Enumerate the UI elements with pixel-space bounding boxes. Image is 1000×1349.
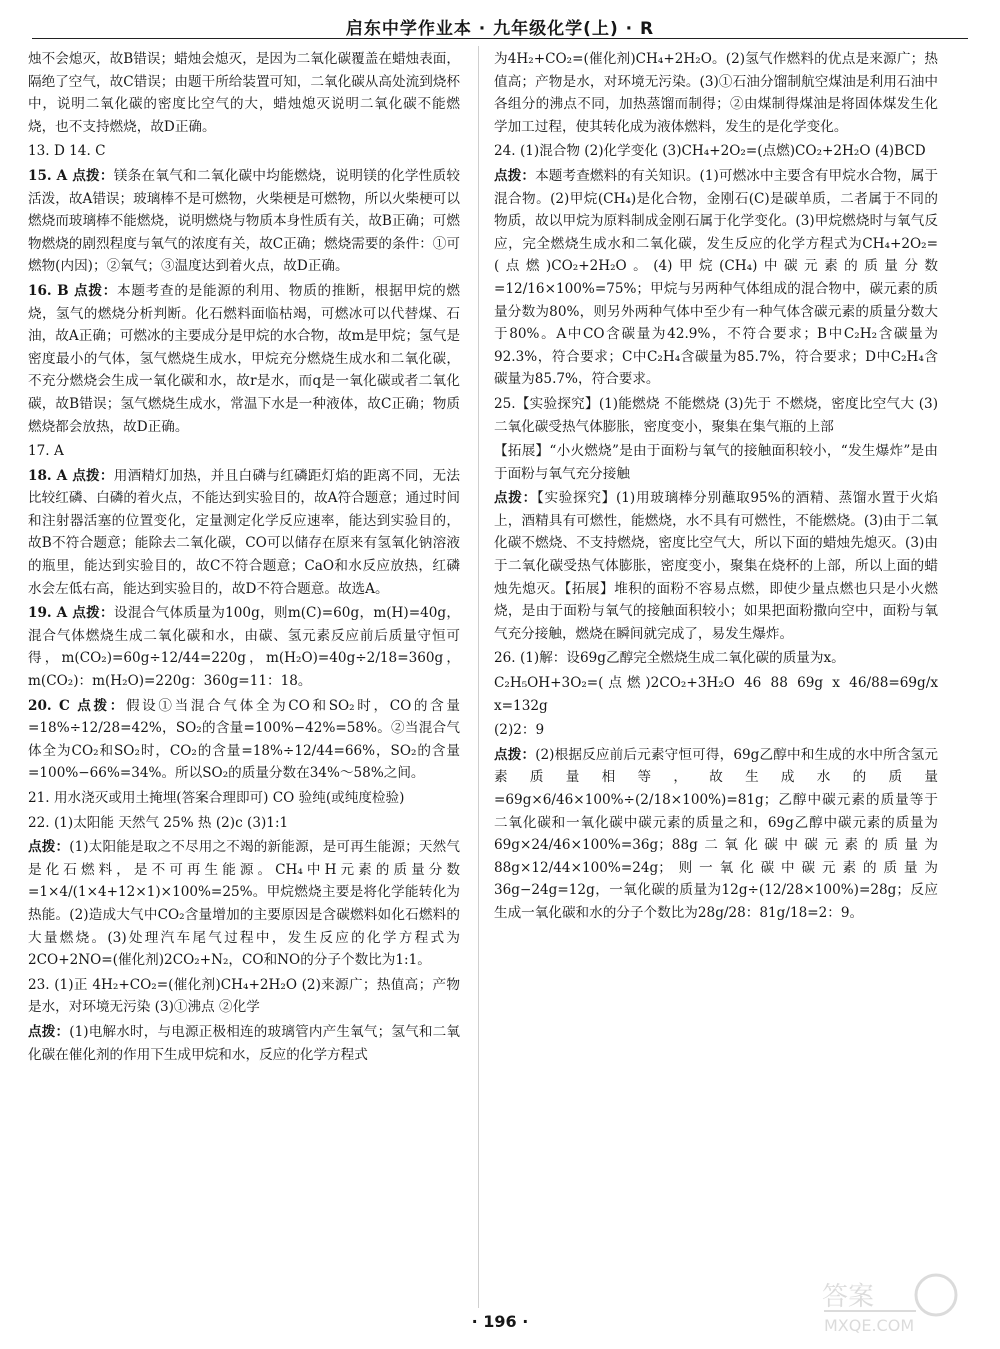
answer-text: (1)太阳能是取之不尽用之不竭的新能源，是可再生能源；天然气是化石燃料，是不可再生能源。CH₄中H元素的质量分数=1×4/(1×4+12×1)×100%=25%。甲烷燃烧主要是将化学能转化为热能。(2)造成大气中CO₂含量增加的主要原因是含碳燃料如化石燃料的大量燃烧。(3)处理汽车尾气过程中，发生反应的化学方程式为2CO+2NO=(催化剂)2CO₂+N₂，CO和NO的分子个数比为1:1。 — [28, 839, 460, 969]
answer-block — [28, 602, 460, 692]
column-divider — [478, 46, 479, 1308]
answer-label: 20. C 点拨： — [28, 697, 126, 714]
answer-text: 烛不会熄灭，故B错误；蜡烛会熄灭，是因为二氧化碳覆盖在蜡烛表面，隔绝了空气，故C错误；由题干所给装置可知，二氧化碳从高处流到烧杯中，说明二氧化碳的密度比空气的大，蜡烛熄灭说明二氧化碳不能燃烧，也不支持燃烧，故D正确。 — [28, 51, 460, 135]
answer-block — [28, 165, 460, 278]
answer-text: 本题考查的是能源的利用、物质的推断，根据甲烷的燃烧，氢气的燃烧分析判断。化石燃料面临枯竭，可燃冰可以代替煤、石油，故A正确；可燃冰的主要成分是甲烷的水合物，故m是甲烷；氢气是密度最小的气体，氢气燃烧生成水，甲烷充分燃烧生成水和二氧化碳，不充分燃烧会生成一氧化碳和水，故r是水，而q是一氧化碳或者二氧化碳，故B错误；氢气燃烧生成水，常温下水是一种液体，故C正确；物质燃烧都会放热，故D正确。 — [28, 282, 461, 435]
answer-block — [28, 812, 460, 835]
answer-text: (2)根据反应前后元素守恒可得，69g乙醇中和生成的水中所含氢元素质量相等，故生成水的质量=69g×6/46×100%÷(2/18×100%)=81g；乙醇中碳元素的质量等于二氧化碳和一氧化碳中碳元素的质量之和，69g乙醇中碳元素的质量为69g×24/46×100%=36g；88g二氧化碳中碳元素的质量为88g×12/44×100%=24g；则一氧化碳中碳元素的质量为36g−24g=12g，一氧化碳的质量为12g÷(12/28×100%)=28g；反应生成一氧化碳和水的分子个数比为28g/28：81g/18=2：9。 — [494, 746, 938, 921]
page-header — [0, 14, 1000, 39]
answer-block — [494, 744, 938, 925]
page-number: · 196 · — [471, 1312, 529, 1331]
svg-text:答案: 答案 — [822, 1282, 875, 1312]
answer-label: 16. B 点拨： — [28, 282, 118, 299]
header-title: 启东中学作业本 · 九年级化学(上) · R — [345, 19, 655, 39]
answer-block — [494, 165, 938, 391]
answer-text: 本题考查燃料的有关知识。(1)可燃冰中主要含有甲烷水合物，属于混合物。(2)甲烷(CH₄)是化合物，金刚石(C)是碳单质，二者属于不同的物质，故以甲烷为原料制成金刚石属于化学变化。(3)甲烷燃烧时与氧气反应，完全燃烧生成水和二氧化碳，发生反应的化学方程式为CH₄+2O₂=(点燃)CO₂+2H₂O。(4)甲烷(CH₄)中碳元素的质量分数=12/16×100%=75%；甲烷与另两种气体组成的混合物中，碳元素的质量分数为80%，则另外两种气体中至少有一种气体含碳元素的质量分数大于80%。A中CO含碳量为42.9%，不符合要求；B中C₂H₂含碳量为92.3%，符合要求；C中C₂H₄含碳量为85.7%，符合要求；D中C₂H₄含碳量为85.7%，符合要求。 — [494, 167, 938, 388]
answer-block — [494, 647, 938, 670]
answer-block — [28, 440, 460, 463]
header-divider — [32, 38, 968, 39]
answer-label: 点拨： — [28, 1023, 70, 1040]
answer-text: 24. (1)混合物 (2)化学变化 (3)CH₄+2O₂=(点燃)CO₂+2H₂O (4)BCD — [494, 143, 926, 160]
answer-label: 15. A 点拨： — [28, 167, 114, 184]
answer-text: C₂H₅OH+3O₂=(点燃)2CO₂+3H₂O 46 88 69g x 46/88=69g/x x=132g — [494, 675, 938, 714]
answer-label: 点拨： — [494, 167, 536, 184]
answer-label: 点拨： — [28, 839, 70, 856]
answer-text: 26. (1)解：设69g乙醇完全燃烧生成二氧化碳的质量为x。 — [494, 650, 845, 667]
answer-text: 22. (1)太阳能 天然气 25% 热 (2)c (3)1:1 — [28, 814, 289, 831]
answer-label: 19. A 点拨： — [28, 605, 114, 622]
answer-block — [494, 719, 938, 742]
answer-text: 假设①当混合气体全为CO和SO₂时，CO的含量=18%÷12/28=42%，SO₂的含量=100%−42%=58%。②当混合气体全为CO₂和SO₂时，CO₂的含量=18%÷12/44=66%，SO₂的含量=100%−66%=34%。所以SO₂的质量分数在34%～58%之间。 — [28, 697, 461, 782]
answer-text: 用酒精灯加热，并且白磷与红磷距灯焰的距离不同，无法比较红磷、白磷的着火点，不能达到实验目的，故A符合题意；通过时间和注射器活塞的位置变化，定量测定化学反应速率，能达到实验目的，故B不符合题意；能除去二氧化碳，CO可以储存在原来有氢氧化钠溶液的瓶里，能达到实验目的，故C不符合题意；CaO和水反应放热，红磷水会左低右高，能达到实验目的，故D不符合题意。故选A。 — [28, 467, 460, 597]
answer-block — [28, 280, 460, 438]
answer-block — [28, 695, 460, 785]
right-column — [494, 46, 938, 925]
answer-block — [28, 974, 460, 1019]
answer-text: (2)2：9 — [494, 722, 545, 739]
left-column — [28, 46, 460, 1066]
answer-block — [28, 465, 460, 601]
answer-label: 点拨： — [494, 490, 537, 507]
answer-text: 为4H₂+CO₂=(催化剂)CH₄+2H₂O。(2)氢气作燃料的优点是来源广；热值高；产物是水，对环境无污染。(3)①石油分馏制航空煤油是利用石油中各组分的沸点不同，加热蒸馏而制得；②由煤制得煤油是将固体煤发生化学加工过程，使其转化成为液体燃料，发生的是化学变化。 — [494, 51, 938, 135]
answer-text: 25.【实验探究】(1)能燃烧 不能燃烧 (3)先于 不燃烧，密度比空气大 (3)二氧化碳受热气体膨胀，密度变小，聚集在集气瓶的上部 — [494, 395, 938, 435]
answer-block — [494, 140, 938, 163]
answer-text: 17. A — [28, 443, 64, 460]
answer-text: 21. 用水浇灭或用土掩埋(答案合理即可) CO 验纯(或纯度检验) — [28, 790, 405, 806]
answer-text: 23. (1)正 4H₂+CO₂=(催化剂)CH₄+2H₂O (2)来源广；热值高；产物是水，对环境无污染 (3)①沸点 ②化学 — [28, 976, 460, 1016]
answer-label: 点拨： — [494, 746, 536, 763]
answer-block — [28, 140, 460, 163]
answer-text: 【实验探究】(1)用玻璃棒分别蘸取95%的酒精、蒸馏水置于火焰上，酒精具有可燃性，能燃烧，水不具有可燃性，不能燃烧。(3)由于二氧化碳不燃烧、不支持燃烧，密度比空气大，所以下面的蜡烛先熄灭。(3)由于二氧化碳受热气体膨胀，密度变小，聚集在烧杯的上部，所以上面的蜡烛先熄灭。【拓展】堆积的面粉不容易点燃，即使少量点燃也只是小火燃烧，是由于面粉与氧气的接触面积较小；如果把面粉撒向空中，面粉与氧气充分接触，燃烧在瞬间就完成了，易发生爆炸。 — [494, 490, 939, 642]
answer-label: 18. A 点拨： — [28, 467, 114, 484]
answer-block — [28, 836, 460, 972]
answer-text: 13. D 14. C — [28, 143, 106, 160]
svg-text:MXQE.COM: MXQE.COM — [824, 1316, 915, 1335]
answer-text: 镁条在氧气和二氧化碳中均能燃烧，说明镁的化学性质较活泼，故A错误；玻璃棒不是可燃物，火柴梗是可燃物，所以火柴梗可以燃烧而玻璃棒不能燃烧，说明燃烧与物质本身性质有关，故B正确；可燃物燃烧的剧烈程度与氧气的浓度有关，故C正确；燃烧需要的条件：①可燃物(内因)；②氧气；③温度达到着火点，故D正确。 — [28, 167, 460, 275]
answer-block — [28, 787, 460, 810]
answer-text: (1)电解水时，与电源正极相连的玻璃管内产生氧气；氢气和二氧化碳在催化剂的作用下生成甲烷和水，反应的化学方程式 — [28, 1023, 460, 1063]
answer-block — [494, 393, 938, 438]
answer-block — [494, 48, 938, 138]
answer-block — [28, 48, 460, 138]
watermark-logo — [816, 1271, 966, 1335]
answer-text: 设混合气体质量为100g，则m(C)=60g，m(H)=40g，混合气体燃烧生成二氧化碳和水，由碳、氢元素反应前后质量守恒可得，m(CO₂)=60g÷12/44=220g，m(H₂O)=40g÷2/18=360g，m(CO₂)：m(H₂O)=220g：360g=11：18。 — [28, 605, 460, 690]
answer-block — [494, 487, 938, 645]
answer-text: 【拓展】“小火燃烧”是由于面粉与氧气的接触面积较小，“发生爆炸”是由于面粉与氧气充分接触 — [494, 443, 938, 482]
answer-block — [494, 672, 938, 717]
answer-block — [28, 1021, 460, 1066]
answer-block — [494, 440, 938, 485]
